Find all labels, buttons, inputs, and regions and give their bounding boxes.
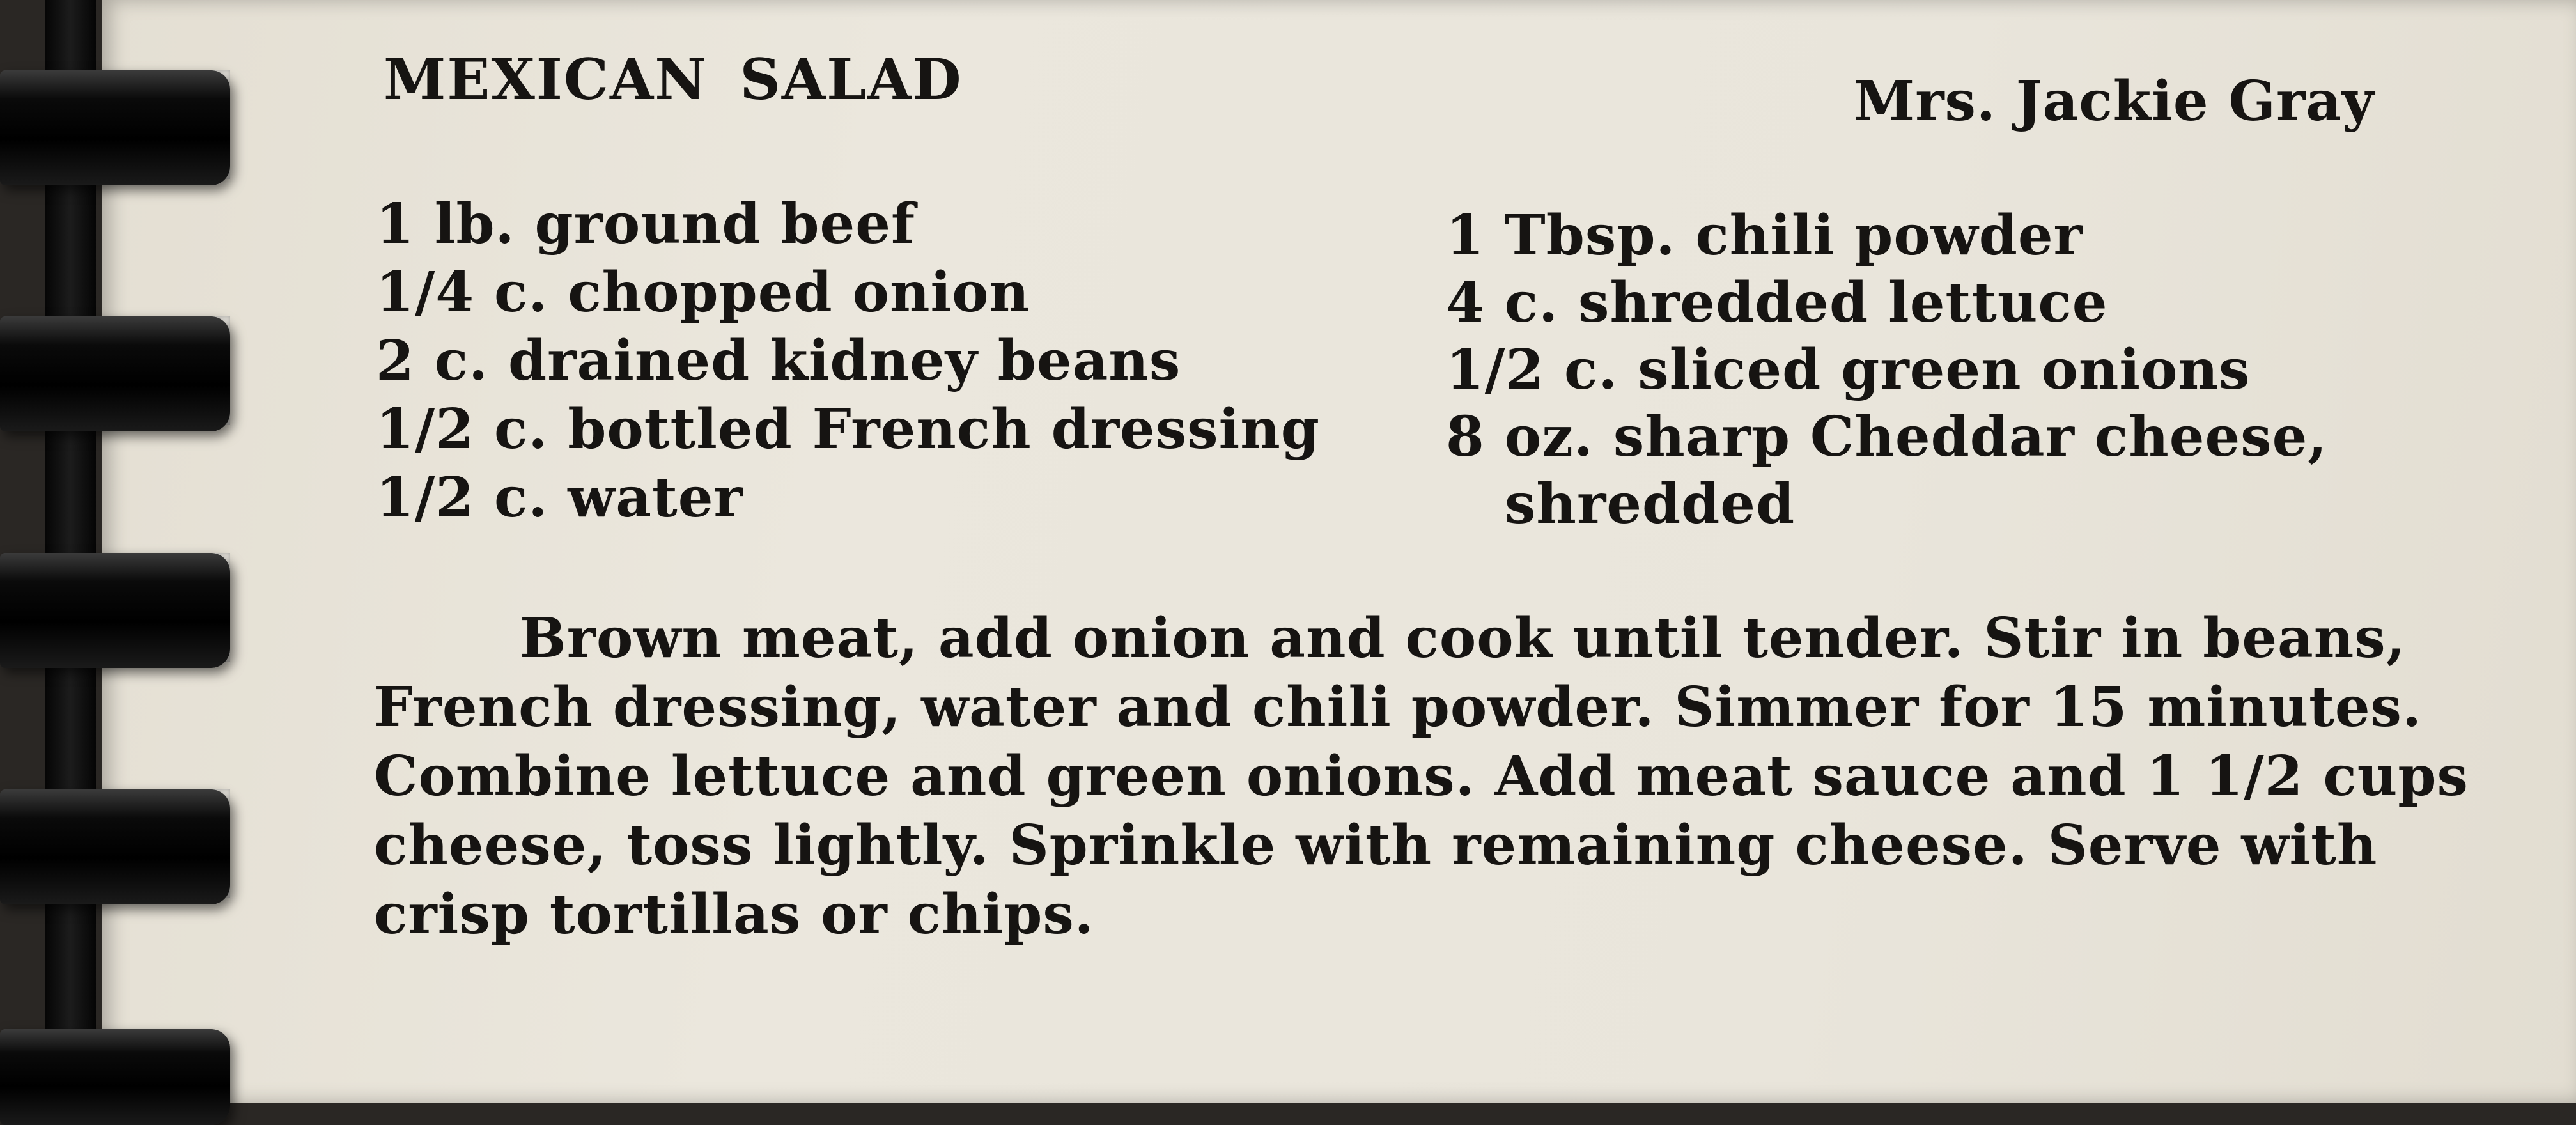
ingredient-item: 1/2 c. bottled French dressing — [376, 397, 1320, 462]
recipe-directions — [374, 604, 2469, 949]
ingredient-item: 2 c. drained kidney beans — [376, 329, 1181, 393]
ingredient-item-continued: shredded — [1505, 472, 1796, 536]
binding-ring — [0, 316, 230, 431]
ingredient-item: 1/4 c. chopped onion — [376, 260, 1030, 325]
ingredient-item: 1 lb. ground beef — [376, 192, 915, 256]
recipe-author: Mrs. Jackie Gray — [1854, 69, 2375, 134]
recipe-title: MEXICAN SALAD — [384, 46, 963, 112]
directions-line: Combine lettuce and green onions. Add meat sauce and 1 1/2 cups — [374, 744, 2469, 809]
directions-line: cheese, toss lightly. Sprinkle with remaining cheese. Serve with — [374, 813, 2378, 878]
ingredient-item: 1 Tbsp. chili powder — [1446, 203, 2083, 268]
ingredient-item: 8 oz. sharp Cheddar cheese, — [1446, 405, 2328, 469]
ingredient-item: 1/2 c. sliced green onions — [1446, 338, 2251, 402]
directions-line: crisp tortillas or chips. — [374, 882, 1094, 947]
binding-ring — [0, 70, 230, 185]
directions-line: Brown meat, add onion and cook until tender. Stir in beans, — [520, 606, 2406, 671]
directions-line: French dressing, water and chili powder. Simmer for 15 minutes. — [374, 675, 2422, 740]
ingredient-item: 1/2 c. water — [376, 465, 743, 530]
binding-ring — [0, 1029, 230, 1125]
binding-ring — [0, 553, 230, 668]
spiral-binding — [0, 0, 230, 1103]
ingredient-item: 4 c. shredded lettuce — [1446, 270, 2108, 335]
binding-ring — [0, 789, 230, 904]
